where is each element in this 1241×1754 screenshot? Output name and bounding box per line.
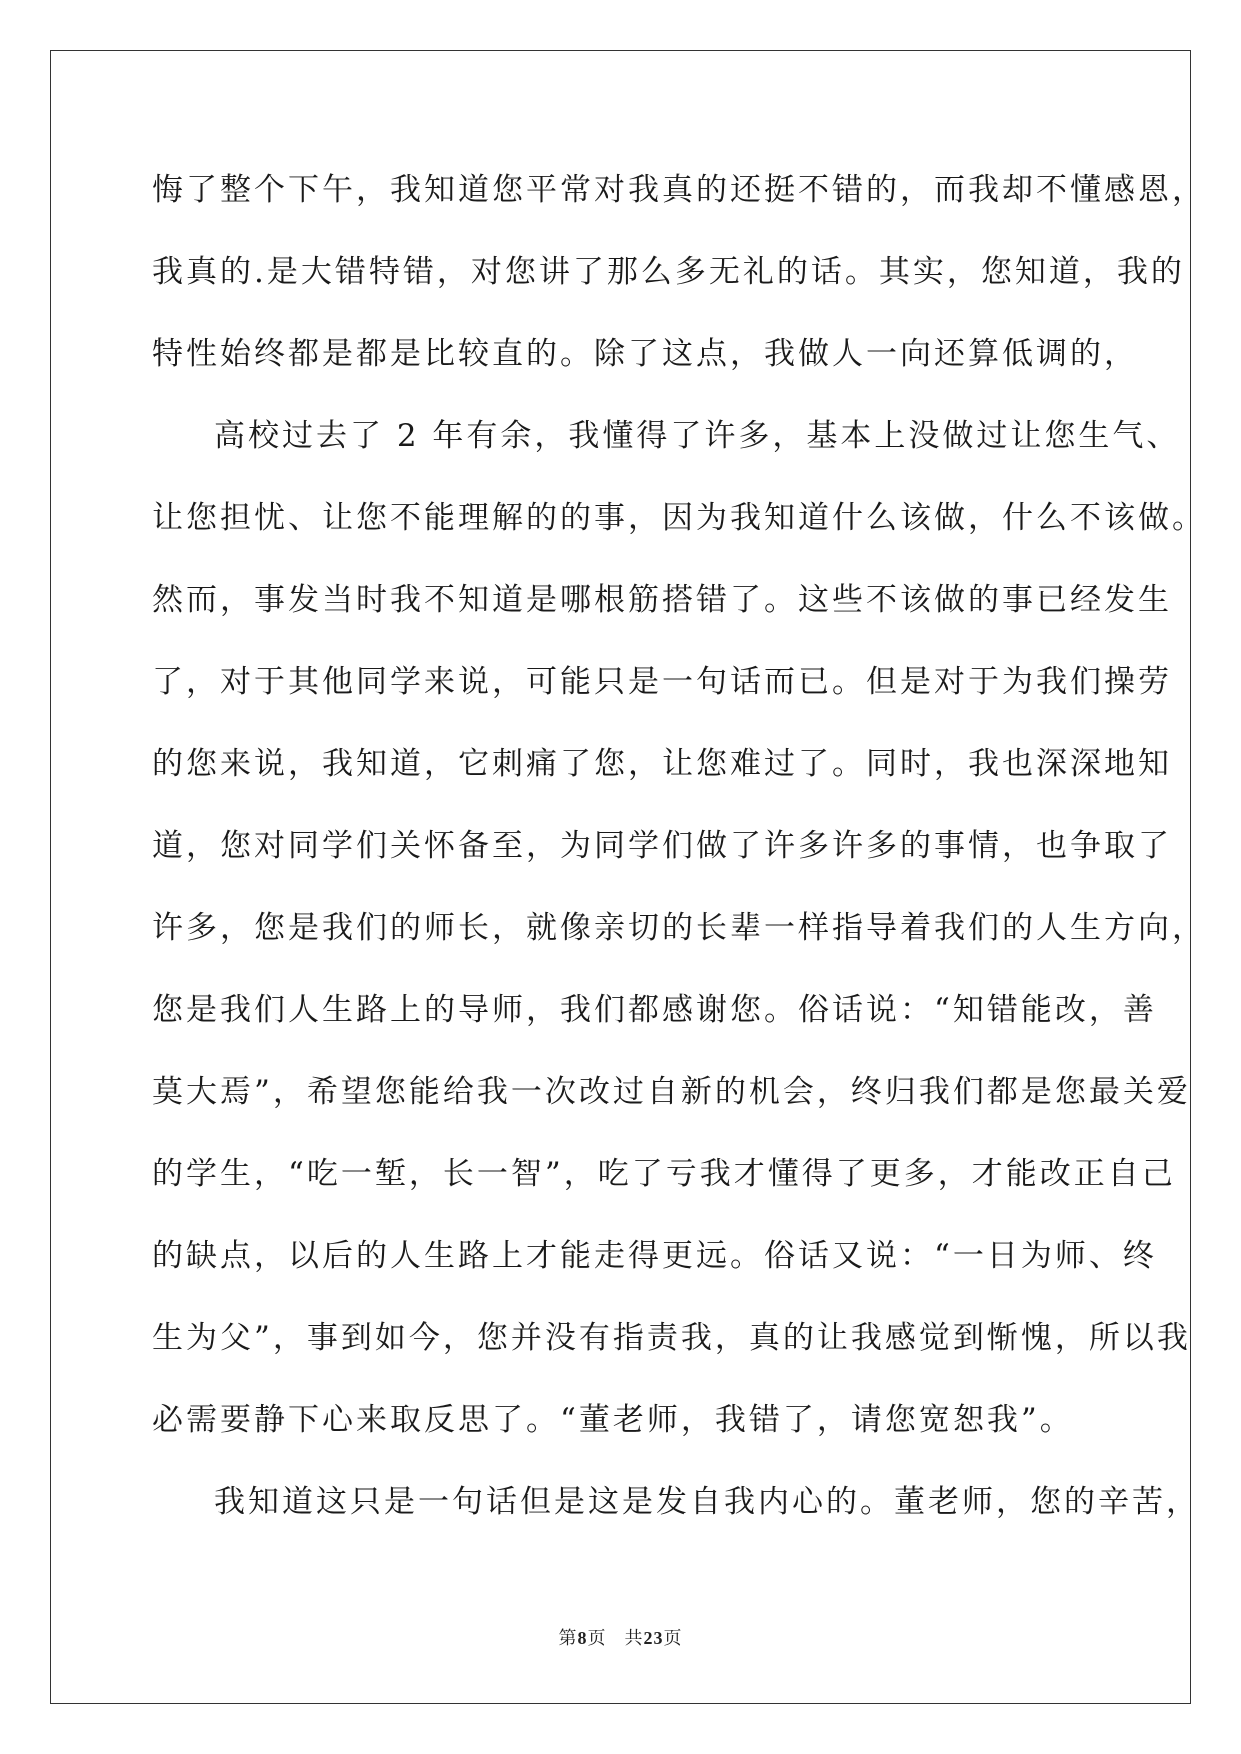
page-number-footer	[0, 1626, 1241, 1651]
total-pages-number: 23	[643, 1628, 664, 1648]
body-line: 生为父”，事到如今，您并没有指责我，真的让我感觉到惭愧，所以我	[152, 1320, 1191, 1356]
body-line: 莫大焉”，希望您能给我一次改过自新的机会，终归我们都是您最关爱	[152, 1074, 1191, 1110]
body-line: 让您担忧、让您不能理解的的事，因为我知道什么该做，什么不该做。	[152, 500, 1206, 536]
body-line: 我真的.是大错特错，对您讲了那么多无礼的话。其实，您知道，我的	[152, 254, 1185, 290]
body-line: 许多，您是我们的师长，就像亲切的长辈一样指导着我们的人生方向，	[152, 910, 1206, 946]
body-line: 悔了整个下午，我知道您平常对我真的还挺不错的，而我却不懂感恩，	[152, 172, 1206, 208]
body-line: 了，对于其他同学来说，可能只是一句话而已。但是对于为我们操劳	[152, 664, 1172, 700]
body-line: 特性始终都是都是比较直的。除了这点，我做人一向还算低调的，	[152, 336, 1138, 372]
footer-total-suffix: 页	[663, 1628, 683, 1649]
body-line: 您是我们人生路上的导师，我们都感谢您。俗话说：“知错能改，善	[152, 992, 1157, 1028]
current-page-number: 8	[577, 1628, 588, 1648]
body-line: 的缺点，以后的人生路上才能走得更远。俗话又说：“一日为师、终	[152, 1238, 1157, 1274]
footer-page-word: 页	[587, 1628, 607, 1649]
footer-total-prefix: 共	[624, 1628, 644, 1649]
body-line: 的您来说，我知道，它刺痛了您，让您难过了。同时，我也深深地知	[152, 746, 1172, 782]
body-line: 然而，事发当时我不知道是哪根筋搭错了。这些不该做的事已经发生	[152, 582, 1172, 618]
body-line: 道，您对同学们关怀备至，为同学们做了许多许多的事情，也争取了	[152, 828, 1172, 864]
footer-prefix: 第	[558, 1628, 578, 1649]
document-body	[152, 160, 1206, 1554]
body-line: 的学生，“吃一堑，长一智”，吃了亏我才懂得了更多，才能改正自己	[152, 1156, 1176, 1192]
body-line: 必需要静下心来取反思了。“董老师，我错了，请您宽恕我”。	[152, 1402, 1074, 1438]
paragraph-start-line: 我知道这只是一句话但是这是发自我内心的。董老师，您的辛苦，	[214, 1484, 1200, 1520]
paragraph-start-line: 高校过去了 2 年有余，我懂得了许多，基本上没做过让您生气、	[214, 418, 1181, 454]
